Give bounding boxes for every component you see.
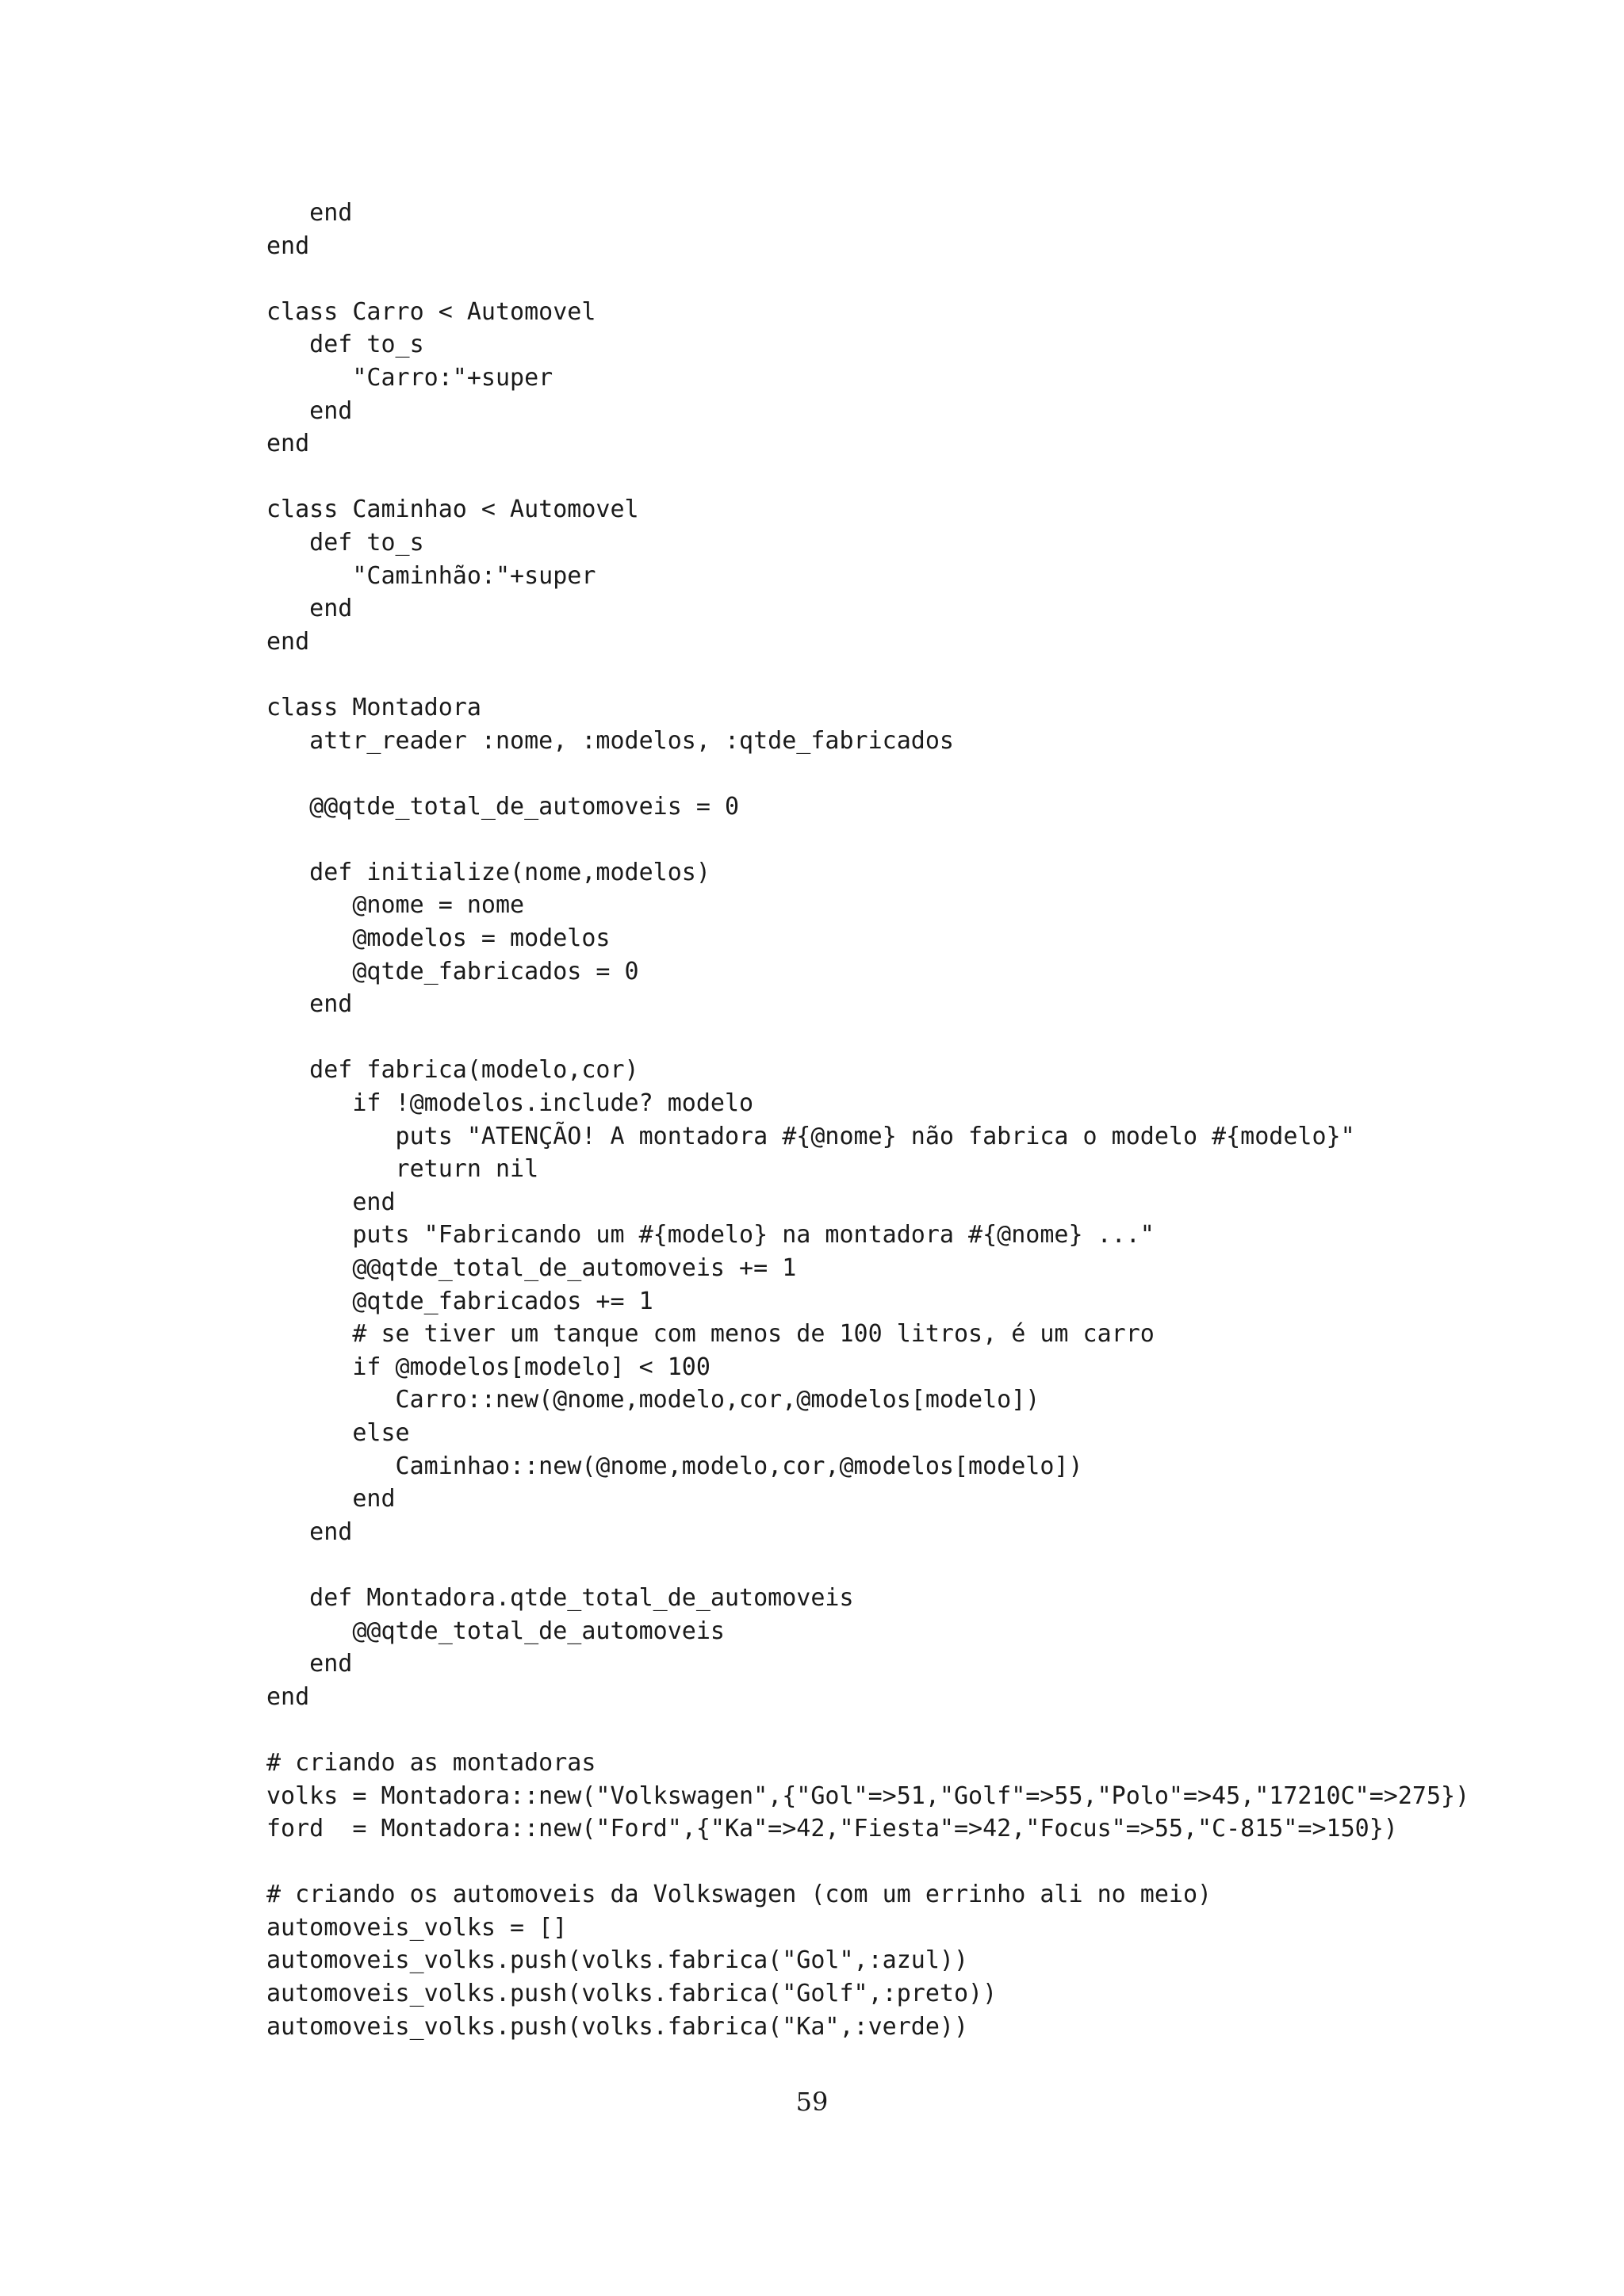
code-line: @@qtde_total_de_automoveis = 0 [266,792,740,821]
code-line [266,823,1469,856]
code-line: automoveis_volks.push(volks.fabrica("Gol",:azul)) [266,1946,969,1975]
code-line [266,757,1469,790]
code-line [266,262,1469,296]
code-line: automoveis_volks.push(volks.fabrica("Golf",:preto)) [266,1980,998,2008]
code-line: def to_s [266,331,424,359]
code-line [266,1021,1469,1054]
code-line: @modelos = modelos [266,924,611,953]
code-line: end [266,199,353,227]
code-line: end [266,595,353,623]
code-line: ford = Montadora::new("Ford",{"Ka"=>42,"Fiesta"=>42,"Focus"=>55,"C-815"=>150}) [266,1815,1398,1843]
code-line: @@qtde_total_de_automoveis += 1 [266,1254,797,1282]
code-line: end [266,627,310,656]
code-listing [266,197,1469,2043]
code-line: def Montadora.qtde_total_de_automoveis [266,1583,854,1612]
code-line: end [266,990,353,1019]
code-line: @nome = nome [266,891,525,920]
code-line: class Montadora [266,693,481,721]
code-line: end [266,430,310,458]
code-line [266,1548,1469,1582]
code-line: automoveis_volks.push(volks.fabrica("Ka",:verde)) [266,2012,969,2041]
code-line [266,1713,1469,1747]
code-line: end [266,1650,353,1678]
code-line: puts "Fabricando um #{modelo} na montadora #{@nome} ..." [266,1221,1155,1249]
code-line: Carro::new(@nome,modelo,cor,@modelos[modelo]) [266,1386,1040,1414]
code-line: def to_s [266,528,424,557]
code-line: end [266,1188,396,1216]
code-line: "Carro:"+super [266,363,553,392]
code-line: @qtde_fabricados = 0 [266,957,639,985]
code-line: # criando os automoveis da Volkswagen (com um errinho ali no meio) [266,1881,1212,1909]
code-line: def fabrica(modelo,cor) [266,1056,639,1085]
code-line: attr_reader :nome, :modelos, :qtde_fabricados [266,726,954,755]
code-line: end [266,396,353,425]
code-line: end [266,232,310,260]
code-line: def initialize(nome,modelos) [266,858,710,886]
code-line: automoveis_volks = [] [266,1913,568,1942]
code-line [266,1846,1469,1879]
code-line: volks = Montadora::new("Volkswagen",{"Gol"=>51,"Golf"=>55,"Polo"=>45,"17210C"=>275}) [266,1781,1470,1810]
code-line: else [266,1418,410,1447]
code-line: if !@modelos.include? modelo [266,1089,754,1118]
code-line: end [266,1517,353,1546]
code-line: Caminhao::new(@nome,modelo,cor,@modelos[modelo]) [266,1452,1083,1480]
page-number: 59 [795,2087,829,2117]
code-line: puts "ATENÇÃO! A montadora #{@nome} não fabrica o modelo #{modelo}" [266,1122,1355,1150]
code-line: if @modelos[modelo] < 100 [266,1353,710,1381]
code-line [266,461,1469,494]
code-line: end [266,1682,310,1711]
code-line: @qtde_fabricados += 1 [266,1287,653,1315]
code-line: return nil [266,1155,539,1184]
code-line: class Caminhao < Automovel [266,496,639,524]
code-line: "Caminhão:"+super [266,561,596,590]
code-line: end [266,1485,396,1513]
code-line: # criando as montadoras [266,1748,596,1777]
code-line: class Carro < Automovel [266,297,596,326]
code-line [266,658,1469,691]
code-line: # se tiver um tanque com menos de 100 litros, é um carro [266,1320,1155,1349]
code-line: @@qtde_total_de_automoveis [266,1617,725,1645]
